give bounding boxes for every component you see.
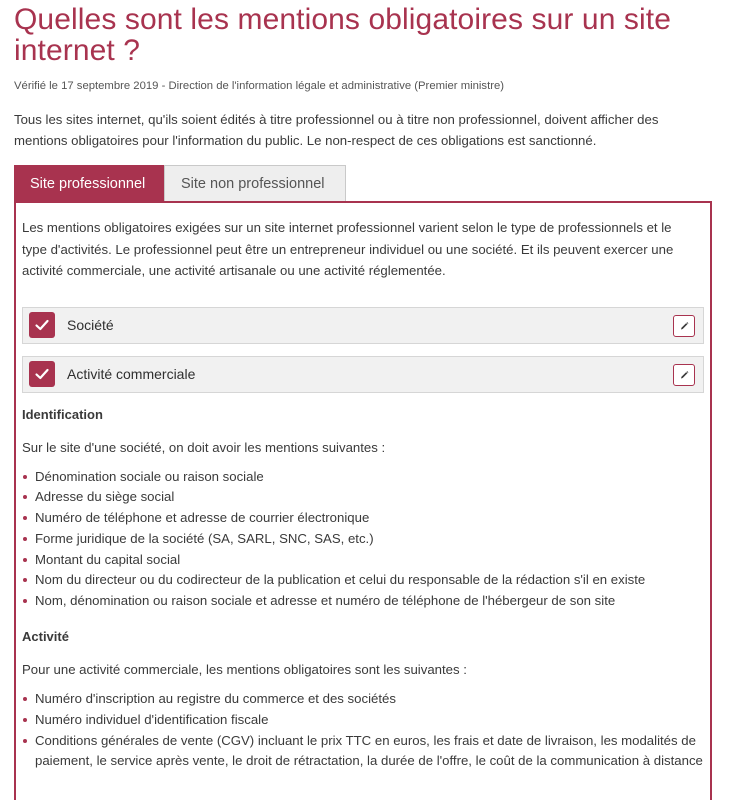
choice-activite-commerciale[interactable] (22, 356, 704, 393)
tab-site-non-professionnel[interactable]: Site non professionnel (164, 165, 346, 202)
list-item: Adresse du siège social (22, 487, 704, 508)
list-item: Numéro de téléphone et adresse de courrier électronique (22, 508, 704, 529)
list-item: Conditions générales de vente (CGV) incluant le prix TTC en euros, les frais et date de livraison, les modalités de paiement, le service après vente, le droit de rétractation, la durée de l'offre, le coût de la communication à distance (22, 731, 704, 773)
list-item: Forme juridique de la société (SA, SARL, SNC, SAS, etc.) (22, 529, 704, 550)
page-intro: Tous les sites internet, qu'ils soient édités à titre professionnel ou à titre non professionnel, doivent afficher des mentions obligatoires pour l'information du public. Le non-respect de ces obligations est sanctionné. (14, 112, 659, 148)
list-item: Dénomination sociale ou raison sociale (22, 467, 704, 488)
choice-societe[interactable] (22, 307, 704, 344)
section-title-activite: Activité (22, 629, 69, 645)
activite-list (22, 689, 704, 772)
page-title: Quelles sont les mentions obligatoires sur un site internet ? (14, 3, 672, 67)
tab-bar (14, 165, 346, 202)
list-item: Numéro individuel d'identification fiscale (22, 710, 704, 731)
verified-date: Vérifié le 17 septembre 2019 - Direction de l'information légale et administrative (Premier ministre) (14, 80, 505, 92)
identification-list (22, 467, 704, 613)
section-intro: Pour une activité commerciale, les mentions obligatoires sont les suivantes : (22, 662, 467, 678)
checkmark-icon (29, 312, 55, 338)
panel-intro: Les mentions obligatoires exigées sur un site internet professionnel varient selon le type de professionnels et le type d'activités. Le professionnel peut être un entrepreneur individuel ou une société. Et ils peuvent exercer une activité commerciale, une activité artisanale ou une activité réglementée. (22, 220, 674, 278)
list-item: Nom, dénomination ou raison sociale et adresse et numéro de téléphone de l'hébergeur de son site (22, 591, 704, 612)
choice-label: Activité commerciale (67, 366, 196, 382)
section-title-identification: Identification (22, 406, 103, 422)
checkmark-icon (29, 361, 55, 387)
list-item: Nom du directeur ou du codirecteur de la publication et celui du responsable de la rédaction s'il en existe (22, 570, 704, 591)
section-intro: Sur le site d'une société, on doit avoir les mentions suivantes : (22, 439, 386, 455)
choice-label: Société (67, 317, 114, 333)
list-item: Montant du capital social (22, 550, 704, 571)
list-item: Numéro d'inscription au registre du commerce et des sociétés (22, 689, 704, 710)
pencil-icon[interactable] (673, 364, 695, 386)
tab-site-professionnel[interactable]: Site professionnel (14, 165, 164, 202)
tab-panel (14, 201, 712, 800)
pencil-icon[interactable] (673, 315, 695, 337)
